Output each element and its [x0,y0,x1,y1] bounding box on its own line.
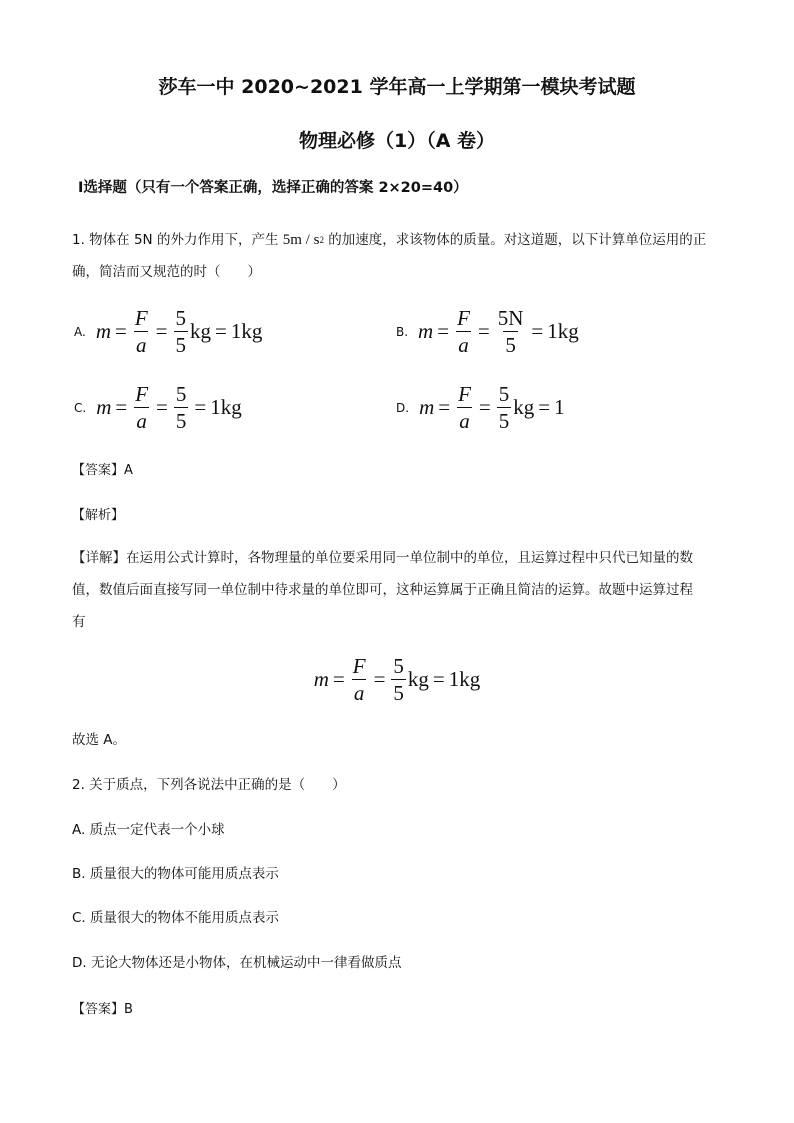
q2-answer [72,998,133,1017]
answer-tag: 【答案】 [72,1002,125,1017]
numerator: 5N [497,306,524,330]
denominator: 5 [175,409,187,433]
result: 1kg [210,395,242,419]
result: 1kg [547,319,579,343]
var-m: m [419,395,435,419]
var-f: F [458,382,471,406]
q1-stem-line2: 确，简洁而又规范的时（ ） [72,264,261,280]
fraction-values [174,306,189,357]
q1-solution-formula [0,654,794,705]
result: 1kg [230,319,263,343]
fraction-f-over-a [133,306,150,357]
var-m: m [418,319,434,343]
fraction-f-over-a [351,654,368,705]
denominator: 5 [505,333,516,357]
var-m: m [313,667,329,691]
q2-option-b[interactable]: B. 质量很大的物体可能用质点表示 [72,866,279,882]
unit: kg [190,319,211,343]
denominator: 5 [498,409,510,433]
formula: m = $\frac{F}{a}$ = $\frac{5}{5}$ kg = 1kg [95,306,263,357]
q2-option-a[interactable]: A. 质点一定代表一个小球 [72,822,225,838]
option-label: C. [74,400,87,415]
formula: m = $\frac{F}{a}$ = $\frac{5}{5}$ kg = 1kg [313,654,481,705]
q1-detail-line3: 有 [72,614,86,630]
q1-option-a[interactable] [74,306,262,357]
var-m: m [96,395,112,419]
section-heading: Ⅰ选择题（只有一个答案正确，选择正确的答案 2×20=40） [78,180,468,196]
formula: m = $\frac{F}{a}$ = $\frac{5N}{5}$ = 1kg [418,306,579,357]
q2-stem: 2. 关于质点，下列各说法中正确的是（ ） [72,777,346,793]
numerator: 5 [175,306,186,330]
detail-tag: 【详解】 [72,550,126,566]
var-f: F [134,306,148,330]
fraction-values [174,382,189,433]
page-title: 莎车一中 2020~2021 学年高一上学期第一模块考试题 [158,76,636,98]
var-a: a [135,333,147,357]
fraction-f-over-a [456,382,473,433]
q1-detail-line1 [72,548,693,568]
denominator: 5 [175,333,186,357]
answer-tag: 【答案】 [72,463,125,478]
numerator: 5 [393,654,404,678]
result: 1 [554,395,565,419]
fraction-values [497,382,512,433]
fraction-f-over-a [455,306,472,357]
q1-option-d[interactable] [396,382,565,433]
q1-option-c[interactable] [74,382,242,433]
var-a: a [459,409,470,433]
q1-detail-line2: 值，数值后面直接写同一单位制中待求量的单位即可，这种运算属于正确且简洁的运算。故题中运算过程 [72,582,693,598]
var-a: a [458,333,469,357]
unit: kg [407,667,429,691]
q2-option-d[interactable]: D. 无论大物体还是小物体，在机械运动中一律看做质点 [72,955,402,971]
q1-stem-after: 的加速度，求该物体的质量。对这道题，以下计算单位运用的正 [328,232,707,248]
option-label: A. [74,324,86,339]
fraction-f-over-a [133,382,150,433]
q1-stem-before: 1. 物体在 5N 的外力作用下，产生 [72,232,279,248]
q1-accel-exp: 2 [319,235,324,245]
q1-analysis-tag: 【解析】 [72,508,125,523]
var-f: F [457,306,470,330]
denominator: 5 [393,681,404,705]
answer-value: A [124,463,133,478]
var-f: F [352,654,366,678]
fraction-values [391,654,406,705]
q1-accel-value: 5m / s [282,232,320,248]
q1-conclusion: 故选 A。 [72,732,127,748]
option-label: D. [396,400,410,415]
page-subtitle: 物理必修（1）（A 卷） [298,130,496,152]
q1-option-b[interactable] [396,306,579,357]
fraction-values [496,306,526,357]
q1-accel-expr [283,230,324,250]
var-f: F [135,382,149,406]
q1-stem-line1 [72,230,706,250]
numerator: 5 [498,382,510,406]
numerator: 5 [175,382,187,406]
detail-text: 在运用公式计算时，各物理量的单位要采用同一单位制中的单位，且运算过程中只代已知量的数 [126,550,693,566]
formula: m = $\frac{F}{a}$ = $\frac{5}{5}$ = 1kg [96,382,242,433]
q1-answer [72,459,133,478]
var-a: a [136,409,147,433]
answer-value: B [124,1002,133,1017]
result: 1kg [448,667,481,691]
var-a: a [353,681,365,705]
option-label: B. [396,324,409,339]
q2-option-c[interactable]: C. 质量很大的物体不能用质点表示 [72,910,280,926]
formula: m = $\frac{F}{a}$ = $\frac{5}{5}$ kg = 1 [419,382,565,433]
unit: kg [513,395,535,419]
var-m: m [95,319,111,343]
